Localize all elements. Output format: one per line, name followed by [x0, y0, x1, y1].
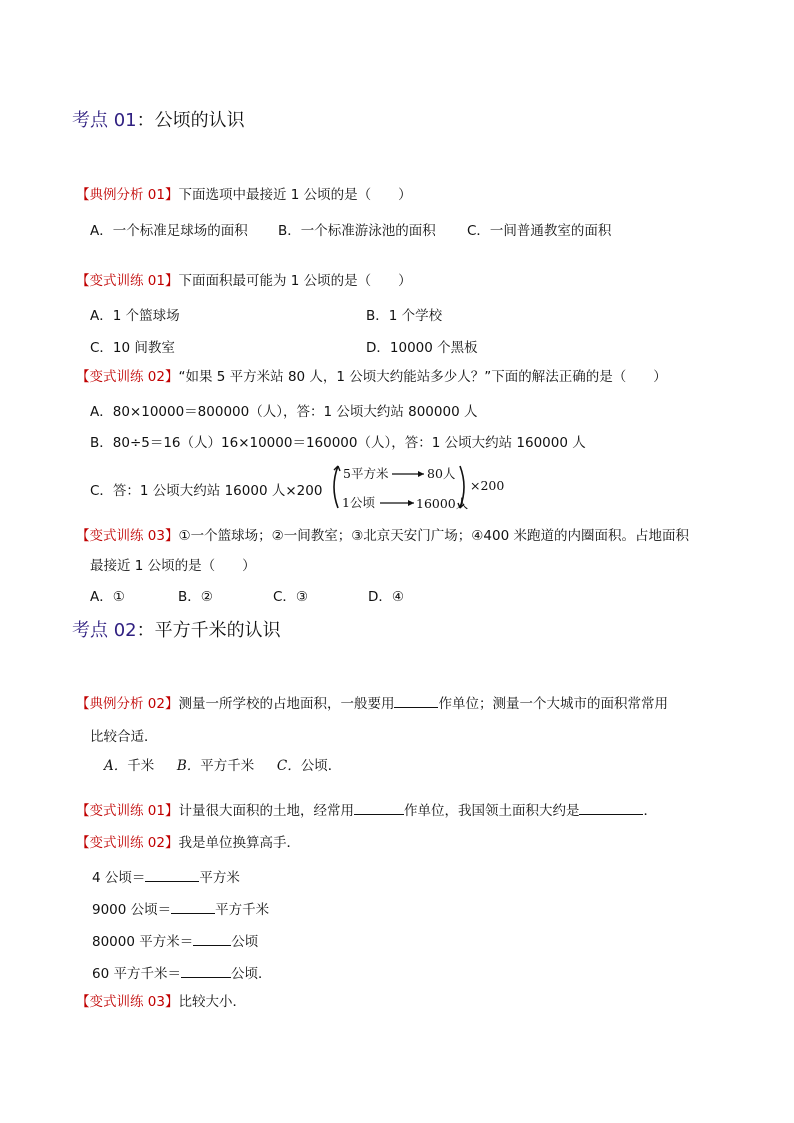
example-02-options — [104, 754, 341, 774]
section-title: 公顷的认识 — [154, 110, 245, 131]
question-text: 作单位；测量一个大城市的面积常常用 — [438, 696, 668, 712]
question-text-line2: 比较合适． — [90, 729, 158, 745]
answer-blank[interactable] — [171, 901, 215, 914]
conversion-prefix: 4 公顷＝ — [92, 870, 146, 886]
question-text: 计量很大面积的土地，经常用 — [178, 803, 354, 819]
question-text: 下面面积最可能为 1 公顷的是（ ） — [178, 273, 412, 289]
answer-blank[interactable] — [394, 695, 438, 708]
question-end: ． — [643, 803, 657, 819]
option-b: B．② — [178, 589, 213, 605]
conversion-item — [92, 898, 269, 918]
option-c: C．10 间教室 — [90, 340, 175, 356]
question-variant-03-b — [76, 993, 246, 1011]
top-arrowhead-icon — [418, 471, 424, 477]
option-b-text: 平方千米 — [200, 758, 255, 774]
option-b: B．80÷5＝16（人）16×10000＝160000（人），答：1 公顷大约站 160000 人 — [90, 435, 586, 451]
conversion-prefix: 9000 公顷＝ — [92, 902, 172, 918]
left-curve-arrow-icon — [334, 466, 338, 508]
option-a-letter: A． — [104, 758, 128, 774]
section-separator: ： — [136, 110, 155, 131]
question-variant-02 — [76, 368, 667, 386]
question-example-01 — [76, 186, 412, 204]
question-tag: 【变式训练 01】 — [76, 273, 179, 289]
diagram-bottom-right: 16000人 — [416, 496, 469, 511]
option-a: A．一个标准足球场的面积 — [90, 223, 248, 239]
question-text-line2: 最接近 1 公顷的是（ ） — [90, 558, 256, 574]
option-a-text: 千米 — [127, 758, 155, 774]
diagram-top-right: 80人 — [427, 466, 456, 481]
option-c-letter: C． — [276, 758, 301, 774]
question-tag: 【变式训练 02】 — [76, 835, 179, 851]
option-d: D．10000 个黑板 — [366, 340, 478, 356]
section-heading-2 — [72, 616, 281, 642]
conversion-item — [92, 866, 240, 886]
option-a: A．① — [90, 589, 125, 605]
diagram-bottom-left: 1公顷 — [342, 495, 375, 510]
question-text: ①一个篮球场；②一间教室；③北京天安门广场；④400 米跑道的内圈面积。占地面积 — [178, 528, 689, 544]
diagram-multiplier: ×200 — [470, 478, 505, 493]
section-number: 考点 01 — [72, 110, 137, 131]
section-number: 考点 02 — [72, 620, 137, 641]
option-c: C．③ — [273, 589, 309, 605]
conversion-item — [92, 962, 271, 982]
answer-blank[interactable] — [145, 869, 199, 882]
option-a: A．80×10000＝800000（人），答：1 公顷大约站 800000 人 — [90, 404, 478, 420]
question-text: 我是单位换算高手． — [178, 835, 300, 851]
conversion-unit: 平方千米 — [215, 902, 270, 918]
question-variant-01-b — [76, 802, 657, 820]
question-tag: 【变式训练 01】 — [76, 803, 179, 819]
question-example-02 — [76, 695, 668, 713]
question-tag: 【典例分析 02】 — [76, 696, 179, 712]
answer-blank[interactable] — [354, 802, 404, 815]
option-d: D．④ — [368, 589, 404, 605]
option-c-text: 公顷． — [300, 758, 342, 774]
section-separator: ： — [136, 620, 155, 641]
conversion-unit: 公顷． — [230, 966, 272, 982]
ratio-diagram — [328, 460, 504, 514]
conversion-prefix: 80000 平方米＝ — [92, 934, 194, 950]
question-text: 下面选项中最接近 1 公顷的是（ ） — [178, 187, 412, 203]
option-b-letter: B． — [176, 758, 201, 774]
question-text: 测量一所学校的占地面积，一般要用 — [178, 696, 395, 712]
option-b: B．1 个学校 — [366, 308, 443, 324]
section-heading-1 — [72, 106, 245, 132]
question-tag: 【变式训练 03】 — [76, 528, 179, 544]
option-c: C．答：1 公顷大约站 16000 人×200 — [90, 483, 323, 499]
conversion-unit: 平方米 — [199, 870, 240, 886]
conversion-item — [92, 930, 258, 950]
question-variant-03 — [76, 527, 689, 545]
question-variant-02-b — [76, 834, 300, 852]
question-text: 作单位，我国领土面积大约是 — [403, 803, 580, 819]
question-text: “如果 5 平方米站 80 人，1 公顷大约能站多少人？”下面的解法正确的是（ ） — [178, 369, 667, 385]
answer-blank[interactable] — [181, 965, 231, 978]
conversion-prefix: 60 平方千米＝ — [92, 966, 181, 982]
option-c: C．一间普通教室的面积 — [467, 223, 612, 239]
bottom-arrowhead-icon — [408, 500, 414, 506]
question-tag: 【变式训练 02】 — [76, 369, 179, 385]
question-text: 比较大小． — [178, 994, 246, 1010]
conversion-unit: 公顷 — [231, 934, 259, 950]
diagram-top-left: 5平方米 — [343, 466, 389, 481]
option-a: A．1 个篮球场 — [90, 308, 180, 324]
option-b: B．一个标准游泳池的面积 — [278, 223, 436, 239]
answer-blank[interactable] — [579, 802, 643, 815]
question-variant-01 — [76, 272, 412, 290]
answer-blank[interactable] — [193, 933, 231, 946]
section-title: 平方千米的认识 — [154, 620, 281, 641]
question-tag: 【典例分析 01】 — [76, 187, 179, 203]
question-tag: 【变式训练 03】 — [76, 994, 179, 1010]
